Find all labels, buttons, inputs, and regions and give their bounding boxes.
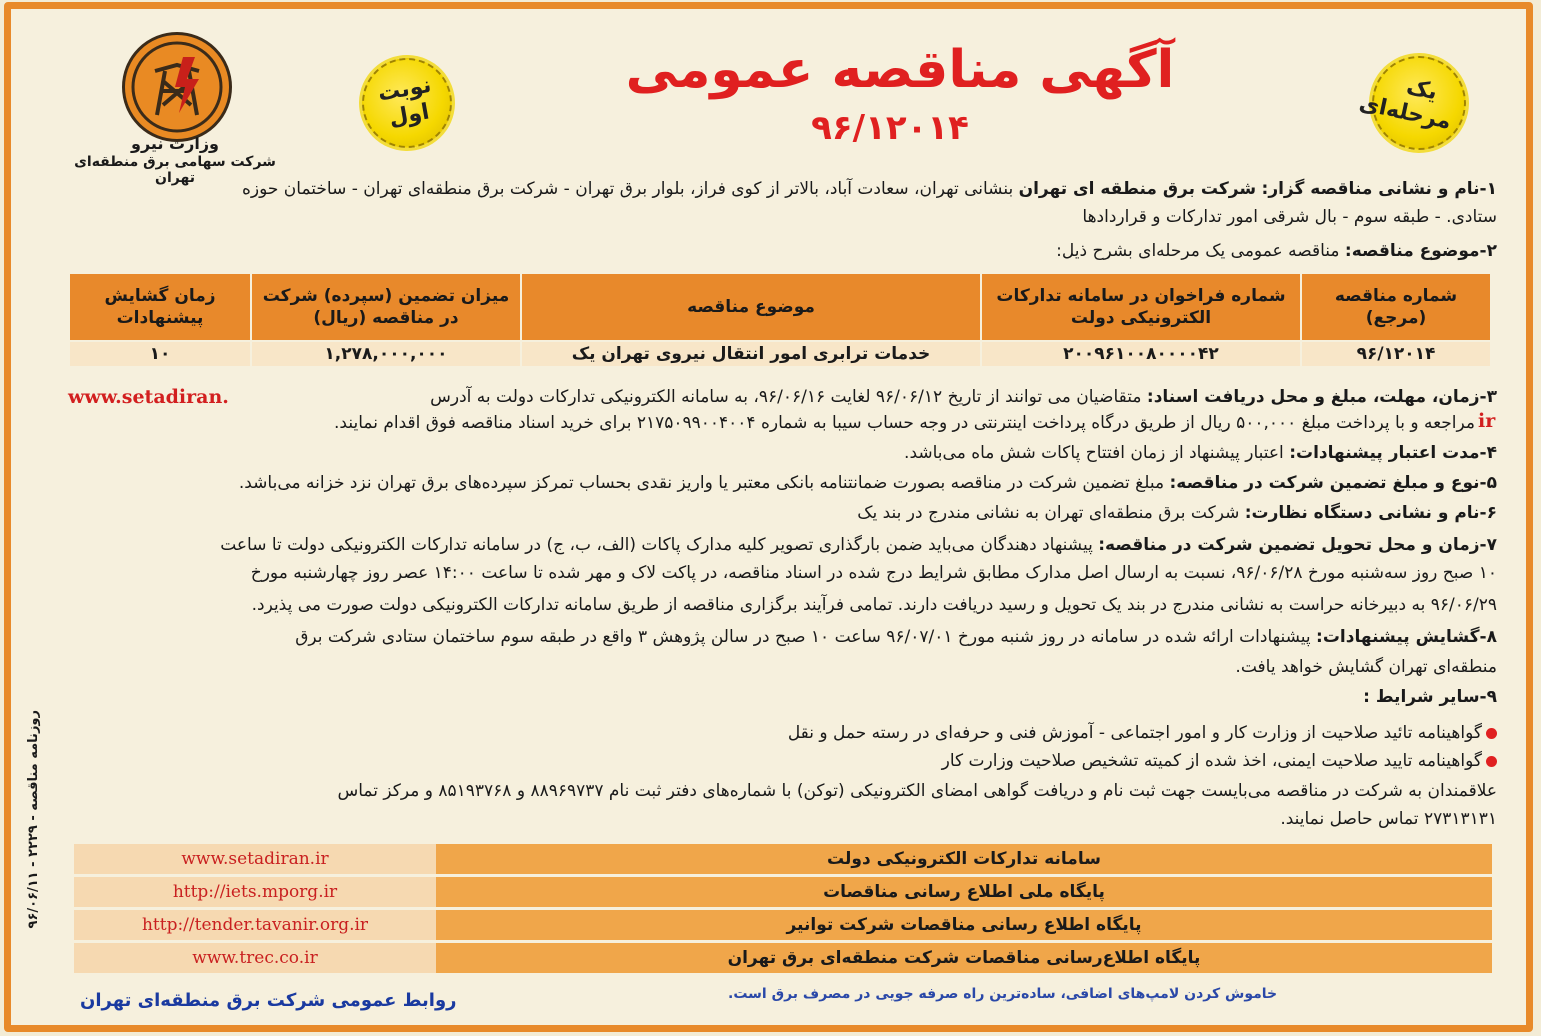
list-item [47,748,1497,774]
section-5 [47,470,1497,496]
section-6-heading: ۶-نام و نشانی دستگاه نظارت: [1244,503,1497,523]
section-7-line-3: ۹۶/۰۶/۲۹ به دبیرخانه حراست به نشانی مندرج در بند یک تحویل و رسید دریافت دارند. تمامی فرآیند برگزاری مناقصه از طریق سامانه تدارکات الکترونیکی دولت صورت می پذیرد. [251,595,1497,615]
portal-link[interactable]: www.trec.co.ir [74,942,436,975]
stage-badge-text: یک مرحله‌ای [1356,74,1454,135]
col-header-opening: زمان گشایش پیشنهادات [69,273,251,341]
section-1-line-2: ستادی. - طبقه سوم - بال شرقی امور تدارکات و قراردادها [1082,207,1497,227]
table-row [69,341,1491,367]
section-2-heading: ۲-موضوع مناقصه: [1344,241,1497,261]
newspaper-side-note: روزنامه مناقصه - ۲۲۲۹ - ۹۶/۰۶/۱۱ [26,710,41,929]
tender-table-header-row [69,273,1491,341]
table-row [74,844,1492,876]
section-3-text-1: متقاضیان می توانند از تاریخ ۹۶/۰۶/۱۲ لغایت ۹۶/۰۶/۱۶، به سامانه الکترونیکی تدارکات دولت به آدرس [430,387,1142,407]
section-2 [47,238,1497,264]
section-7-line-2: ۱۰ صبح روز سه‌شنبه مورخ ۹۶/۰۶/۲۸، نسبت به ارسال اصل مدارک مطابق شرایط درج شده در اسناد مناقصه، در پاکت لاک و مهر شده تا ساعت ۱۴:۰۰ عصر روز چهارشنبه مورخ [250,563,1497,583]
ministry-label: وزارت نیرو [131,134,219,153]
bullet-icon [1486,728,1497,739]
condition-2-text: گواهینامه تایید صلاحیت ایمنی، اخذ شده از کمیته تشخیص صلاحیت وزارت کار [941,751,1482,771]
col-header-subject: موضوع مناقصه [521,273,981,341]
power-tower-icon [125,35,229,139]
registration-note-line-2: ۲۷۳۱۳۱۳۱ تماس حاصل نمایند. [1280,809,1497,829]
table-row [74,942,1492,975]
setadiran-link-suffix[interactable]: ir [1478,410,1496,432]
portal-link[interactable]: http://tender.tavanir.org.ir [74,909,436,942]
cell-subject: خدمات ترابری امور انتقال نیروی تهران یک [521,341,981,367]
section-7-text-1: پیشنهاد دهندگان می‌باید ضمن بارگذاری تصویر کلیه مدارک پاکات (الف، ب، ج) در سامانه تدارکات الکترونیکی دولت تا ساعت [220,535,1093,555]
cell-opening: ۱۰ [69,341,251,367]
tender-table [68,272,1492,368]
round-badge-text: نوبت اول [376,72,434,132]
portal-name: پایگاه اطلاع‌رسانی مناقصات شرکت منطقه‌ای برق تهران [436,942,1492,975]
section-4-heading: ۴-مدت اعتبار پیشنهادات: [1289,443,1497,463]
portal-link[interactable]: www.setadiran.ir [74,844,436,876]
portal-link[interactable]: http://iets.mporg.ir [74,876,436,909]
section-1-line-1 [47,176,1497,202]
page-title: آگهی مناقصه عمومی [625,40,1175,100]
list-item [47,720,1497,746]
table-row [74,909,1492,942]
setadiran-link[interactable]: www.setadiran. [68,386,229,408]
col-header-ref: شماره مناقصه (مرجع) [1301,273,1491,341]
section-9-heading [47,684,1497,710]
table-row [74,876,1492,909]
section-6-text: شرکت برق منطقه‌ای تهران به نشانی مندرج در بند یک [857,503,1240,523]
section-1-address: بنشانی تهران، سعادت آباد، بالاتر از کوی فراز، بلوار برق تهران - شرکت برق منطقه‌ای تهران - ساختمان حوزه [241,179,1014,199]
cell-ref: ۹۶/۱۲۰۱۴ [1301,341,1491,367]
section-3-heading: ۳-زمان، مهلت، مبلغ و محل دریافت اسناد: [1146,387,1497,407]
section-7-line-1 [47,532,1497,558]
tender-ref-number: ۹۶/۱۲۰۱۴ [811,108,969,148]
section-8-line-2: منطقه‌ای تهران گشایش خواهد یافت. [1235,657,1497,677]
registration-note-line-1: علاقمندان به شرکت در مناقصه می‌بایست جهت ثبت نام و دریافت گواهی امضای الکترونیکی (توکن) با شماره‌های دفتر ثبت نام ۸۸۹۶۹۷۳۷ و ۸۵۱۹۳۷۶۸ و مرکز تماس [337,781,1497,801]
section-1-heading: ۱-نام و نشانی مناقصه گزار: [1261,179,1497,199]
bullet-icon [1486,756,1497,767]
section-9-heading-text: ۹-سایر شرایط : [1363,687,1497,707]
cell-setad: ۲۰۰۹۶۱۰۰۸۰۰۰۰۴۲ [981,341,1301,367]
portals-table [74,844,1492,976]
cell-guarantee: ۱,۲۷۸,۰۰۰,۰۰۰ [251,341,521,367]
company-name-label: شرکت سهامی برق منطقه‌ای تهران [74,154,276,186]
public-relations-signature: روابط عمومی شرکت برق منطقه‌ای تهران [80,990,457,1011]
section-8-text-1: پیشنهادات ارائه شده در سامانه در روز شنبه مورخ ۹۶/۰۷/۰۱ ساعت ۱۰ صبح در سالن پژوهش ۳ واقع در طبقه سوم ساختمان ستادی شرکت برق [295,627,1311,647]
portal-name: سامانه تدارکات الکترونیکی دولت [436,844,1492,876]
col-header-guarantee: میزان تضمین (سپرده) شرکت در مناقصه (ریال) [251,273,521,341]
section-8-heading: ۸-گشایش پیشنهادات: [1316,627,1497,647]
section-3-line-1 [257,384,1497,410]
section-7-heading: ۷-زمان و محل تحویل تضمین شرکت در مناقصه: [1098,535,1497,555]
section-1-company: شرکت برق منطقه ای تهران [1018,179,1257,199]
section-5-text: مبلغ تضمین شرکت در مناقصه بصورت ضمانتنامه بانکی معتبر یا واریز نقدی بحساب تمرکز سپرده‌های برق تهران نزد خزانه می‌باشد. [238,473,1165,493]
portal-name: پایگاه اطلاع رسانی مناقصات شرکت توانیر [436,909,1492,942]
section-2-text: مناقصه عمومی یک مرحله‌ای بشرح ذیل: [1056,241,1340,261]
section-8-line-1 [47,624,1497,650]
col-header-setad: شماره فراخوان در سامانه تدارکات الکترونیکی دولت [981,273,1301,341]
section-4 [47,440,1497,466]
condition-1-text: گواهینامه تائید صلاحیت از وزارت کار و امور اجتماعی - آموزش فنی و حرفه‌ای در رسته حمل و نقل [787,723,1482,743]
section-3-line-2: مراجعه و با پرداخت مبلغ ۵۰۰,۰۰۰ ریال از طریق درگاه پرداخت اینترنتی در وجه حساب سیبا به شماره ۲۱۷۵۰۹۹۰۰۴۰۰۴ برای خرید اسناد مناقصه فوق اقدام نمایند. [334,413,1475,433]
section-4-text: اعتبار پیشنهاد از زمان افتتاح پاکات شش ماه می‌باشد. [904,443,1284,463]
portal-name: پایگاه ملی اطلاع رسانی مناقصات [436,876,1492,909]
company-logo [122,32,232,142]
section-6 [47,500,1497,526]
energy-saving-slogan: خاموش کردن لامپ‌های اضافی، ساده‌ترین راه صرفه جویی در مصرف برق است. [728,986,1278,1002]
section-5-heading: ۵-نوع و مبلغ تضمین شرکت در مناقصه: [1169,473,1497,493]
